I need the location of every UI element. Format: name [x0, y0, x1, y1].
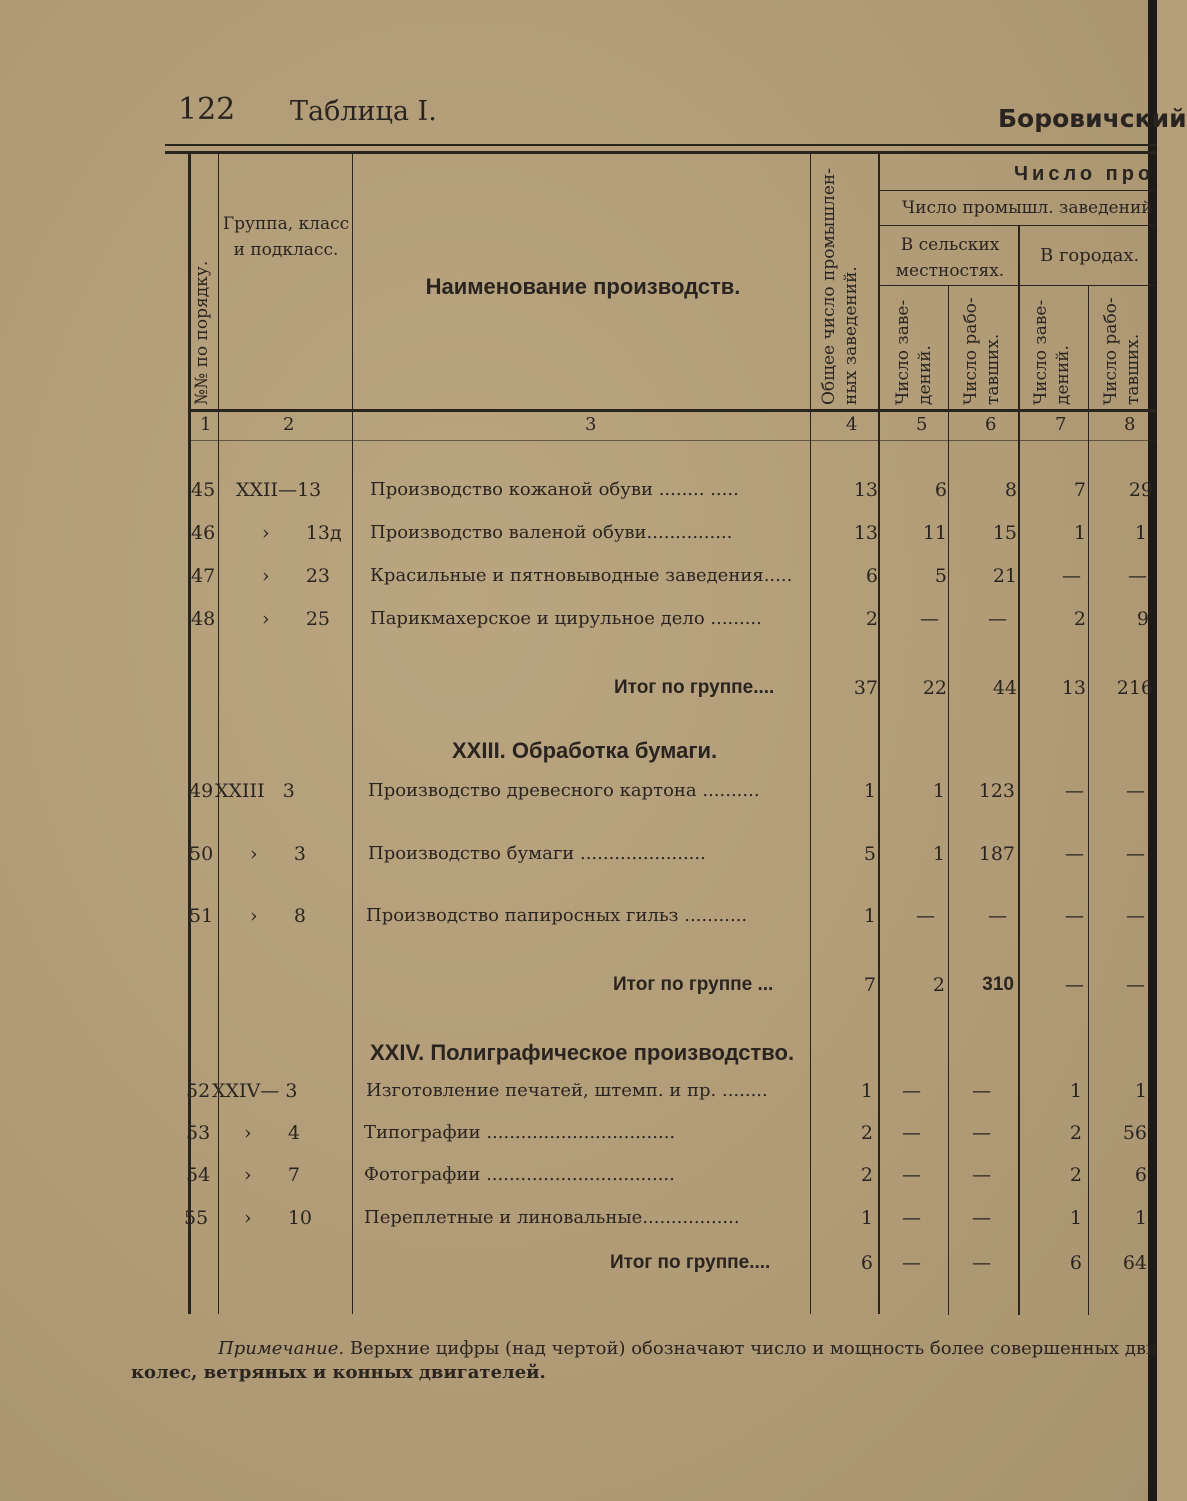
- col-total-header: Общее число промышлен-ных заведений.: [819, 168, 862, 405]
- subtotal-rural-est: —: [902, 1252, 921, 1274]
- row-name: Фотографии .................................: [364, 1164, 675, 1185]
- row-rural-work: —: [972, 1122, 991, 1144]
- row-rural-est: 1: [932, 780, 945, 802]
- row-urban-work: 56: [1122, 1122, 1147, 1144]
- row-name: Производство валеной обуви...............: [370, 522, 733, 543]
- subtotal-label: Итог по группе ...: [613, 974, 774, 995]
- row-number: 55: [184, 1207, 209, 1229]
- colnum-5: 5: [916, 414, 928, 435]
- subtotal-label: Итог по группе....: [614, 677, 775, 698]
- row-urban-est: 2: [1069, 1122, 1082, 1144]
- row-rural-work: —: [988, 905, 1007, 927]
- table-title: Таблица I.: [290, 96, 437, 127]
- subtotal-urban-work: 64: [1122, 1252, 1147, 1274]
- footnote-line-2: колес, ветряных и конных двигателей.: [131, 1362, 546, 1383]
- urban-header: В городах.: [1040, 245, 1140, 266]
- col-name-header: Наименование производств.: [425, 274, 741, 299]
- row-rural-est: 11: [922, 522, 947, 544]
- rural-header: В сельских местностях.: [895, 235, 1005, 281]
- group-header-sub: Число промышл. заведений: [902, 198, 1153, 218]
- colnum-8: 8: [1124, 414, 1136, 435]
- subtotal-urban-est: 13: [1061, 677, 1086, 699]
- row-urban-work: —: [1126, 905, 1145, 927]
- row-group: › 4: [244, 1122, 300, 1144]
- row-urban-work: 1: [1134, 1207, 1147, 1229]
- group-rule-3: [880, 285, 1157, 286]
- row-total: 1: [863, 905, 876, 927]
- row-rural-work: 123: [978, 780, 1015, 802]
- row-number: 53: [186, 1122, 211, 1144]
- group-rule-2: [880, 225, 1157, 226]
- row-urban-est: 1: [1069, 1207, 1082, 1229]
- subtotal-row: [0, 1252, 1157, 1282]
- row-rural-est: —: [902, 1080, 921, 1102]
- row-name: Производство папиросных гильз ...........: [366, 905, 748, 926]
- row-rural-work: —: [972, 1080, 991, 1102]
- col-rural-work-header: Число рабо-тавших.: [961, 297, 1004, 405]
- row-group: › 23: [262, 565, 331, 587]
- row-urban-est: 1: [1069, 1080, 1082, 1102]
- row-total: 2: [865, 608, 878, 630]
- row-name: Производство кожаной обуви ........ .....: [370, 479, 739, 500]
- table-row: [0, 608, 1157, 638]
- table-row: [0, 843, 1157, 873]
- row-urban-work: —: [1126, 843, 1145, 865]
- section-title: XXIV. Полиграфическое производство.: [370, 1040, 795, 1065]
- column-numbers-row: [0, 414, 1157, 444]
- subtotal-total: 37: [853, 677, 878, 699]
- row-urban-est: 2: [1069, 1164, 1082, 1186]
- top-rule-thick: [165, 151, 1157, 154]
- header-bottom-rule: [188, 409, 1157, 412]
- row-name: Красильные и пятновыводные заведения.....: [370, 565, 793, 586]
- row-group: › 7: [244, 1164, 300, 1186]
- footnote-label: Примечание.: [218, 1338, 345, 1359]
- row-urban-est: —: [1065, 780, 1084, 802]
- subtotal-row: [0, 974, 1157, 1004]
- row-number: 50: [189, 843, 214, 865]
- subtotal-total: 7: [863, 974, 876, 996]
- row-rural-est: —: [902, 1207, 921, 1229]
- row-rural-work: 8: [1004, 479, 1017, 501]
- row-urban-work: —: [1126, 780, 1145, 802]
- row-group: › 10: [244, 1207, 313, 1229]
- row-number: 49: [189, 780, 214, 802]
- row-rural-est: —: [920, 608, 939, 630]
- row-name: Изготовление печатей, штемп. и пр. ........: [366, 1080, 768, 1101]
- section-title: XXIII. Обработка бумаги.: [452, 738, 718, 763]
- row-rural-work: 15: [992, 522, 1017, 544]
- subtotal-urban-work: —: [1126, 974, 1145, 996]
- colnum-3: 3: [585, 414, 597, 435]
- row-group: › 25: [262, 608, 331, 630]
- top-rule: [165, 144, 1157, 146]
- row-urban-est: 7: [1073, 479, 1086, 501]
- footnote-text: Верхние цифры (над чертой) обозначают число и мощность более совершенных дви: [349, 1338, 1159, 1359]
- row-urban-work: —: [1128, 565, 1147, 587]
- table-row: [0, 1207, 1157, 1237]
- subtotal-rural-est: 22: [922, 677, 947, 699]
- row-urban-work: 1: [1134, 522, 1147, 544]
- page-number: 122: [178, 92, 236, 127]
- group-header-top: Число про: [1014, 163, 1155, 185]
- table-row: [0, 1164, 1157, 1194]
- row-urban-est: 1: [1073, 522, 1086, 544]
- row-rural-work: 187: [978, 843, 1015, 865]
- row-name: Производство древесного картона ..........: [368, 780, 760, 801]
- row-total: 5: [863, 843, 876, 865]
- row-number: 51: [189, 905, 214, 927]
- row-name: Парикмахерское и цирульное дело .........: [370, 608, 762, 629]
- row-rural-work: 21: [992, 565, 1017, 587]
- row-rural-est: —: [916, 905, 935, 927]
- subtotal-row: [0, 677, 1157, 707]
- row-group: XXIII 3: [215, 780, 295, 802]
- col-rural-est-header: Число заве-дений.: [893, 299, 936, 405]
- group-rule-1: [880, 190, 1157, 191]
- col-group-header: Группа, класс и подкласс.: [222, 214, 350, 260]
- row-rural-est: —: [902, 1164, 921, 1186]
- row-urban-work: 29: [1128, 479, 1153, 501]
- row-urban-est: 2: [1073, 608, 1086, 630]
- row-urban-est: —: [1062, 565, 1081, 587]
- row-total: 1: [860, 1207, 873, 1229]
- row-rural-work: —: [988, 608, 1007, 630]
- subtotal-label: Итог по группе....: [610, 1252, 771, 1273]
- row-number: 45: [191, 479, 216, 501]
- row-urban-work: 9: [1136, 608, 1149, 630]
- colnum-7: 7: [1055, 414, 1067, 435]
- col-urban-est-header: Число заве-дений.: [1031, 299, 1074, 405]
- subtotal-rural-work: 44: [992, 677, 1017, 699]
- table-row: [0, 780, 1157, 810]
- row-number: 54: [186, 1164, 211, 1186]
- row-total: 2: [860, 1122, 873, 1144]
- row-number: 52: [186, 1080, 211, 1102]
- table-row: [0, 479, 1157, 509]
- row-rural-work: —: [972, 1164, 991, 1186]
- row-name: Производство бумаги ......................: [368, 843, 706, 864]
- district-name: Боровичский: [998, 104, 1187, 133]
- row-urban-work: 6: [1134, 1164, 1147, 1186]
- row-rural-work: —: [972, 1207, 991, 1229]
- row-group: › 8: [250, 905, 306, 927]
- row-total: 6: [865, 565, 878, 587]
- table-row: [0, 522, 1157, 552]
- row-total: 13: [853, 479, 878, 501]
- footnote-line-1: [218, 1338, 1158, 1359]
- row-number: 48: [191, 608, 216, 630]
- table-row: [0, 1080, 1157, 1110]
- row-rural-est: 5: [934, 565, 947, 587]
- colnum-2: 2: [283, 414, 295, 435]
- row-rural-est: —: [902, 1122, 921, 1144]
- colnum-6: 6: [985, 414, 997, 435]
- row-name: Типографии .................................: [364, 1122, 676, 1143]
- row-name: Переплетные и линовальные.................: [364, 1207, 740, 1228]
- row-total: 13: [853, 522, 878, 544]
- table-row: [0, 1122, 1157, 1152]
- row-number: 47: [191, 565, 216, 587]
- subtotal-rural-est: 2: [932, 974, 945, 996]
- row-rural-est: 1: [932, 843, 945, 865]
- row-rural-est: 6: [934, 479, 947, 501]
- row-urban-work: 1: [1134, 1080, 1147, 1102]
- row-group: › 13д: [262, 522, 342, 544]
- table-row: [0, 905, 1157, 935]
- subtotal-urban-work: 216: [1116, 677, 1153, 699]
- row-urban-est: —: [1065, 843, 1084, 865]
- row-group: XXII—13: [236, 479, 322, 501]
- table-row: [0, 565, 1157, 595]
- subtotal-urban-est: 6: [1069, 1252, 1082, 1274]
- row-group: XXIV— 3: [212, 1080, 298, 1102]
- colnum-1: 1: [200, 414, 212, 435]
- col-number-header: №№ по порядку.: [192, 260, 212, 405]
- col-urban-work-header: Число рабо-тавших.: [1101, 297, 1144, 405]
- subtotal-rural-work: 310: [982, 974, 1014, 995]
- row-total: 2: [860, 1164, 873, 1186]
- row-group: › 3: [250, 843, 306, 865]
- row-urban-est: —: [1065, 905, 1084, 927]
- subtotal-urban-est: —: [1065, 974, 1084, 996]
- row-number: 46: [191, 522, 216, 544]
- colnum-4: 4: [846, 414, 858, 435]
- subtotal-rural-work: —: [972, 1252, 991, 1274]
- subtotal-total: 6: [860, 1252, 873, 1274]
- row-total: 1: [860, 1080, 873, 1102]
- row-total: 1: [863, 780, 876, 802]
